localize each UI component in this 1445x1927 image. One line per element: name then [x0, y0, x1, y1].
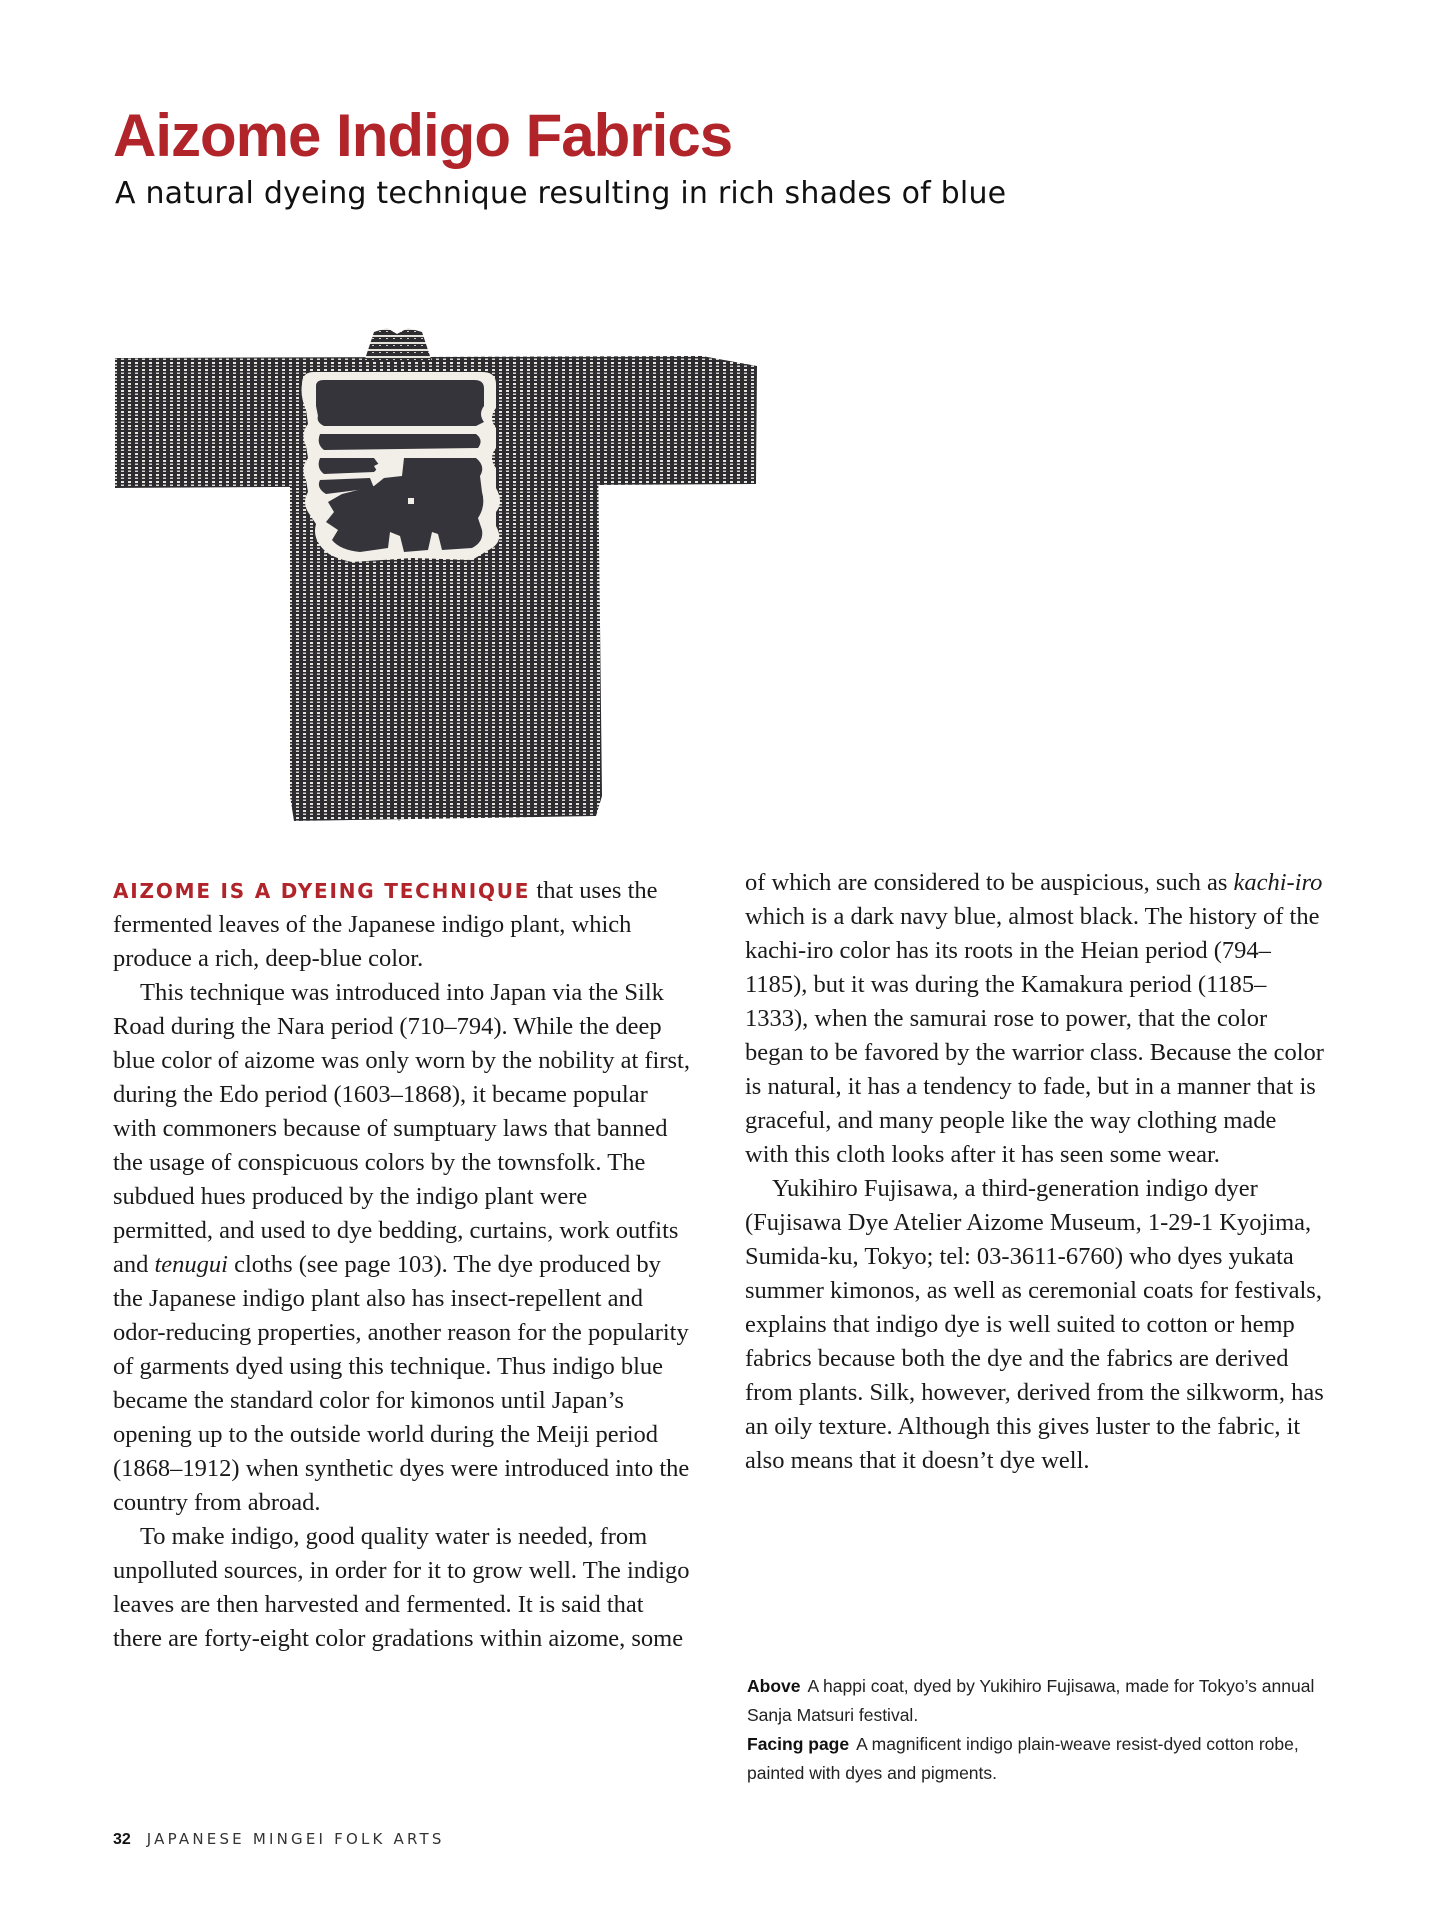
paragraph — [113, 976, 693, 1520]
photo-captions — [747, 1672, 1317, 1788]
paragraph-text: that uses the fermented leaves of the Japanese indigo plant, which produce a rich, deep-blue color. — [113, 877, 658, 972]
page-subtitle: A natural dyeing technique resulting in rich shades of blue — [115, 176, 1007, 211]
caption-facing-page — [747, 1730, 1317, 1788]
paragraph-text: of which are considered to be auspicious, such as — [745, 869, 1234, 896]
page-number: 32 — [113, 1831, 131, 1848]
happi-coat-illustration — [112, 326, 762, 826]
caption-label: Above — [747, 1676, 801, 1696]
caption-label: Facing page — [747, 1734, 850, 1754]
page-footer — [113, 1829, 445, 1850]
paragraph-text: Yukihiro Fujisawa, a third-generation indigo dyer (Fujisawa Dye Atelier Aizome Museum, 1-29-1 Kyojima, Sumida-ku, Tokyo; tel: 03-3611-6760) who dyes yukata summer kimonos, as well as ceremonial coats for festivals, explains that indigo dye is well suited to cotton or hemp fabrics because both the dye and the fabrics are derived from plants. Silk, however, derived from the silkworm, has an oily texture. Although this gives luster to the fabric, it also means that it doesn’t dye well. — [745, 1175, 1324, 1474]
happi-coat-photo — [112, 326, 762, 826]
paragraph — [745, 1172, 1325, 1478]
paragraph — [745, 866, 1325, 1172]
body-column-left — [113, 874, 693, 1656]
caption-text: A happi coat, dyed by Yukihiro Fujisawa, made for Tokyo’s annual Sanja Matsuri festival. — [747, 1676, 1315, 1725]
paragraph-text: This technique was introduced into Japan via the Silk Road during the Nara period (710–794). While the deep blue color of aizome was only worn by the nobility at first, during the Edo period (1603–1868), it became popular with commoners because of sumptuary laws that banned the usage of conspicuous colors by the townsfolk. The subdued hues produced by the indigo plant were permitted, and used to dye bedding, curtains, work outfits and — [113, 979, 690, 1278]
italic-term: kachi-iro — [1233, 869, 1323, 896]
page-title: Aizome Indigo Fabrics — [113, 102, 733, 169]
paragraph-text: cloths (see page 103). The dye produced by the Japanese indigo plant also has insect-repellent and odor-reducing properties, another reason for the popularity of garments dyed using this technique. Thus indigo blue became the standard color for kimonos until Japan’s opening up to the outside world during the Meiji period (1868–1912) when synthetic dyes were introduced into the country from abroad. — [113, 1251, 690, 1516]
italic-term: tenugui — [154, 1251, 228, 1278]
paragraph-text: which is a dark navy blue, almost black. The history of the kachi-iro color has its roots in the Heian period (794–1185), but it was during the Kamakura period (1185–1333), when the samurai rose to power, that the color began to be favored by the warrior class. Because the color is natural, it has a tendency to fade, but in a manner that is graceful, and many people like the way clothing made with this cloth looks after it has seen some wear. — [745, 903, 1324, 1168]
running-title: JAPANESE MINGEI FOLK ARTS — [146, 1830, 445, 1848]
paragraph-text: To make indigo, good quality water is needed, from unpolluted sources, in order for it to grow well. The indigo leaves are then harvested and fermented. It is said that there are forty-eight color gradations within aizome, some — [113, 1523, 690, 1652]
coat-collar — [364, 328, 432, 362]
caption-text: A magnificent indigo plain-weave resist-dyed cotton robe, painted with dyes and pigments. — [747, 1734, 1299, 1783]
body-column-right — [745, 866, 1325, 1478]
coat-emblem-fill — [316, 380, 484, 426]
lead-in: AIZOME IS A DYEING TECHNIQUE — [113, 879, 531, 903]
paragraph — [113, 874, 693, 976]
caption-above — [747, 1672, 1317, 1730]
paragraph — [113, 1520, 693, 1656]
